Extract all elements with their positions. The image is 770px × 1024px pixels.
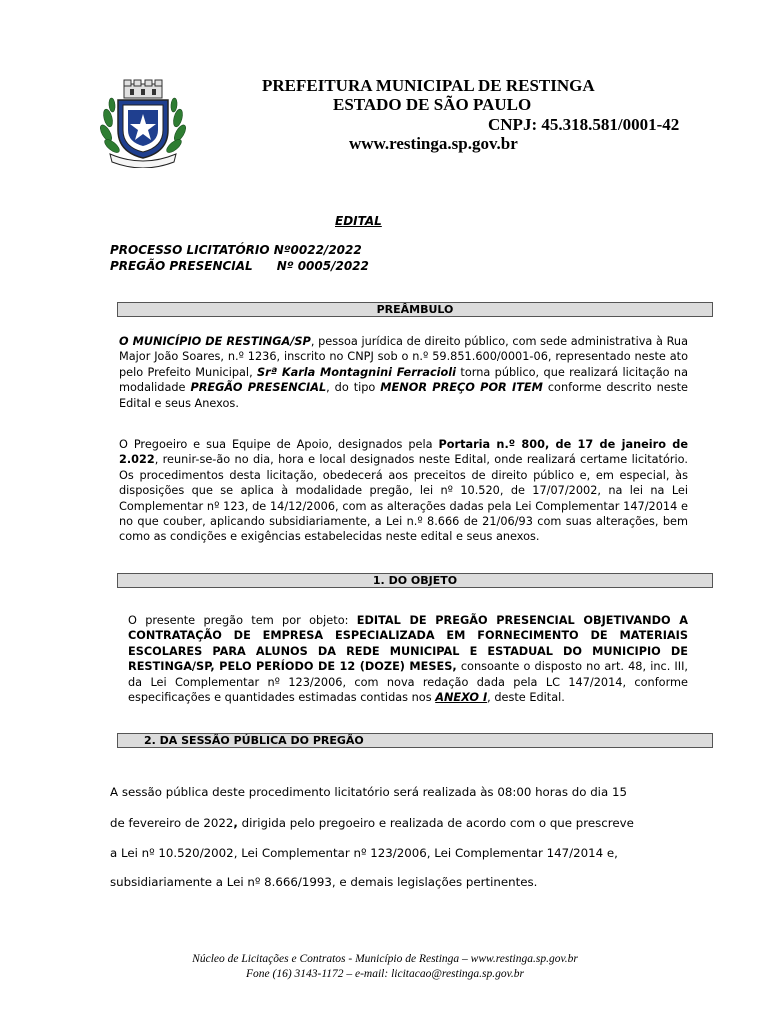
preamble-text: , do tipo — [326, 381, 381, 395]
preamble-paragraph-1 — [119, 334, 688, 411]
session-line-2 — [110, 816, 710, 830]
session-line-4: subsidiariamente a Lei nº 8.666/1993, e demais legislações pertinentes. — [110, 875, 538, 889]
footer-line-2: Fone (16) 3143-1172 – e-mail: licitacao@restinga.sp.gov.br — [245, 968, 524, 980]
section-header-sessao: 2. DA SESSÃO PÚBLICA DO PREGÃO — [117, 733, 713, 748]
footer-line-1: Núcleo de Licitações e Contratos - Município de Restinga – www.restinga.sp.gov.br — [192, 953, 578, 965]
annex-reference: ANEXO I — [435, 691, 488, 705]
cnpj-text: CNPJ: 45.318.581/0001-42 — [488, 115, 680, 134]
session-line-3: a Lei nº 10.520/2002, Lei Complementar nº 123/2006, Lei Complementar 147/2014 e, — [110, 846, 618, 860]
preamble-text: torna público, que realizará licitação na modalidade — [119, 365, 688, 395]
preamble-text: O Pregoeiro e sua Equipe de Apoio, designados pela — [119, 438, 439, 451]
ordinance-reference: Portaria n.º 800, de 17 de janeiro de 2.022 — [119, 438, 688, 467]
object-text: O presente pregão tem por objeto: — [128, 614, 357, 627]
mayor-name: Srª Karla Montagnini Ferracioli — [257, 365, 457, 379]
preamble-text: conforme descrito neste Edital e seus Anexos. — [119, 381, 689, 410]
preamble-text: , reunir-se-ão no dia, hora e local designados neste Edital, onde realizará certame licitatório. Os procedimentos desta licitação, obedecerá aos preceitos de direito público e, em especial, às disposições que se aplica à modalidade pregão, lei nº 10.520, de 17/07/2002, na lei na Lei Complementar nº 123, de 14/12/2006, com as alterações dadas pela Lei Complementar 147/2014 e no que couber, aplicando subsidiariamente, a Lei n.º 8.666 de 21/06/93 com suas alterações, bem como as condições e exigências estabelecidas neste edital e seus anexos. — [119, 453, 688, 544]
session-line-1: A sessão pública deste procedimento licitatório será realizada às 08:00 horas do dia 15 — [110, 785, 627, 799]
object-text: , deste Edital. — [487, 691, 565, 705]
object-description: EDITAL DE PREGÃO PRESENCIAL OBJETIVANDO A CONTRATAÇÃO DE EMPRESA ESPECIALIZADA EM FORNECIMENTO DE MATERIAIS ESCOLARES PARA ALUNOS DA REDE MUNICIPAL E ESTADUAL DO MUNICIPIO DE RESTINGA/SP, PELO PERÍODO DE 12 (DOZE) MESES, — [128, 614, 688, 674]
state-title: ESTADO DE SÃO PAULO — [333, 95, 532, 114]
section-header-preambulo: PREÂMBULO — [117, 302, 713, 317]
municipality-title: PREFEITURA MUNICIPAL DE RESTINGA — [262, 76, 595, 95]
object-text: consoante o disposto no art. 48, inc. III, da Lei Complementar nº 123/2006, com nova redação dada pela LC 147/2014, conforme especificações e quantidades estimadas contidas nos — [128, 660, 689, 705]
municipal-crest-icon — [100, 78, 186, 168]
object-paragraph — [128, 613, 688, 705]
award-type: MENOR PREÇO POR ITEM — [380, 381, 543, 395]
document-title: EDITAL — [335, 214, 382, 228]
session-text: dirigida pelo pregoeiro e realizada de acordo com o que prescreve — [237, 816, 634, 830]
session-date: de fevereiro de 2022 — [110, 816, 234, 830]
pregao-label: PREGÃO PRESENCIAL — [110, 259, 253, 273]
session-comma: , — [233, 816, 238, 830]
preamble-text: , pessoa jurídica de direito público, com sede administrativa à Rua Major João Soares, n.º 1236, inscrito no CNPJ sob o n.º 59.851.600/0001-06, representado neste ato pelo Prefeito Municipal, — [119, 335, 689, 379]
pregao-number-value: Nº 0005/2022 — [276, 259, 369, 273]
process-number: PROCESSO LICITATÓRIO Nº0022/2022 — [110, 243, 362, 257]
municipality-name: O MUNICÍPIO DE RESTINGA/SP — [119, 335, 311, 348]
section-header-objeto: 1. DO OBJETO — [117, 573, 713, 588]
preamble-paragraph-2 — [119, 437, 688, 545]
pregao-number — [110, 259, 369, 274]
modality-name: PREGÃO PRESENCIAL — [190, 381, 327, 395]
website-link[interactable]: www.restinga.sp.gov.br — [349, 134, 518, 153]
